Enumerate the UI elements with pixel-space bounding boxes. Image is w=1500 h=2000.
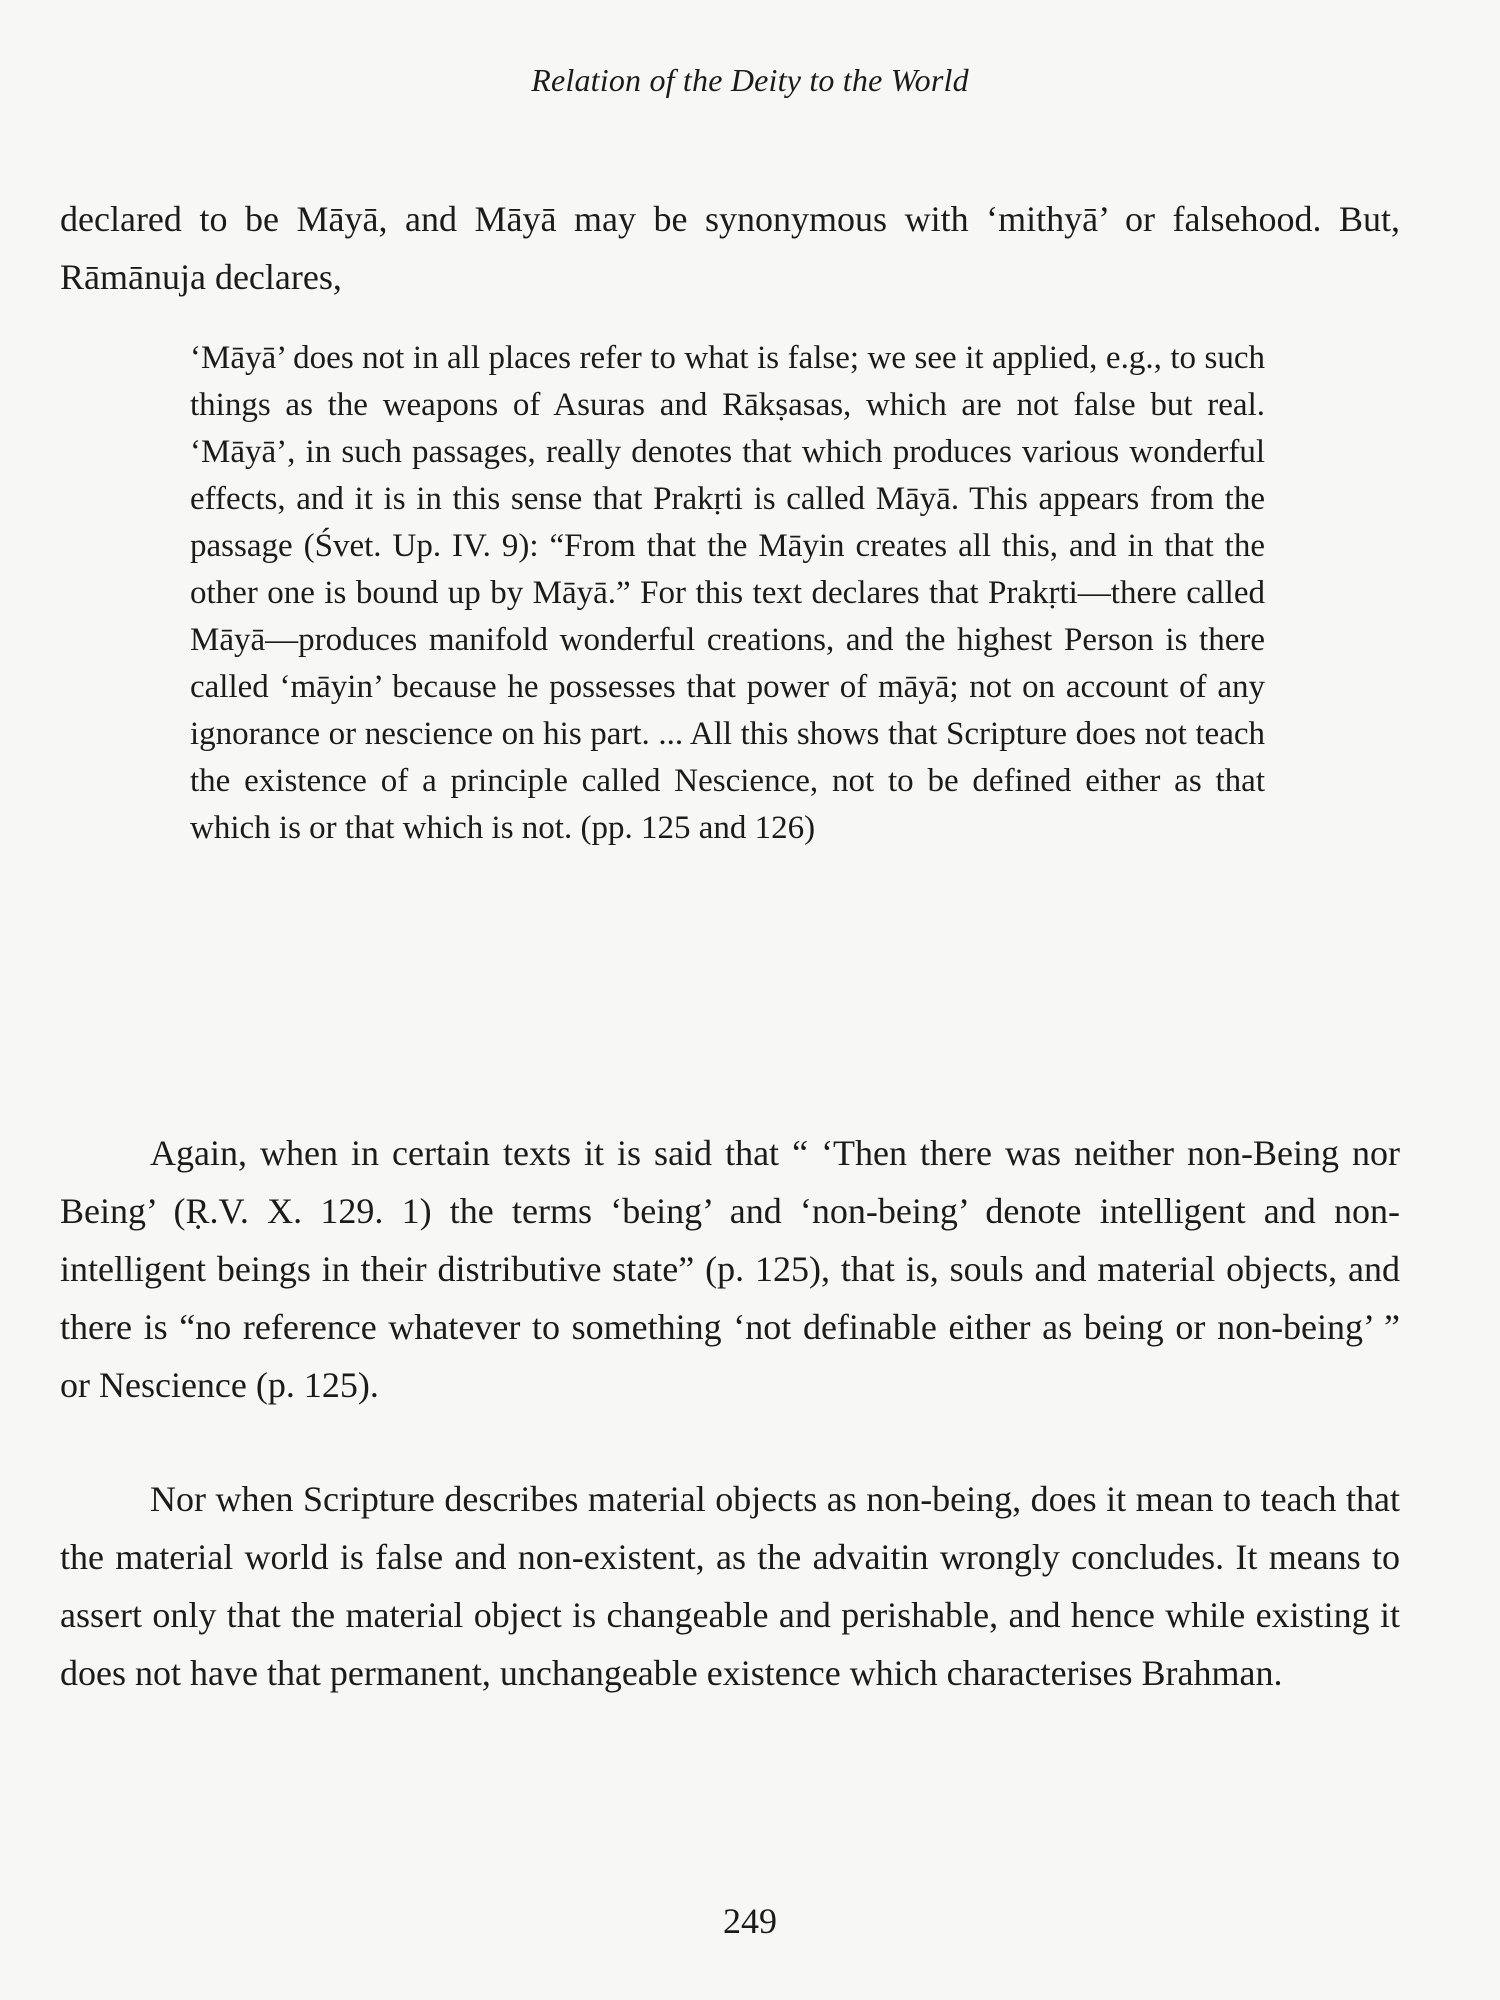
running-head: Relation of the Deity to the World [531,62,969,98]
paragraph-again: Again, when in certain texts it is said that “ ‘Then there was neither non-Being nor Being’ (Ṛ.V. X. 129. 1) the terms ‘being’ and ‘non-being’ denote intelligent and non-intelligent beings in their distributive state” (p. 125), that is, souls and material objects, and there is “no reference whatever to something ‘not definable either as being or non-being’ ” or Nescience (p. 125). [60,1133,1400,1405]
paragraph-nor: Nor when Scripture describes material objects as non-being, does it mean to teach that the material world is false and non-existent, as the advaitin wrongly concludes. It means to assert only that the material object is changeable and perishable, and hence while existing it does not have that permanent, unchangeable existence which characterises Brahman. [60,1479,1400,1693]
page-number: 249 [723,1901,777,1941]
paragraph-intro: declared to be Māyā, and Māyā may be synonymous with ‘mithyā’ or falsehood. But, Rāmānuja declares, [60,199,1400,297]
block-quote: ‘Māyā’ does not in all places refer to what is false; we see it applied, e.g., to such things as the weapons of Asuras and Rākṣasas, which are not false but real. ‘Māyā’, in such passages, really denotes that which produces various wonderful effects, and it is in this sense that Prakṛti is called Māyā. This appears from the passage (Śvet. Up. IV. 9): “From that the Māyin creates all this, and in that the other one is bound up by Māyā.” For this text declares that Prakṛti—there called Māyā—produces manifold wonderful creations, and the highest Person is there called ‘māyin’ because he possesses that power of māyā; not on account of any ignorance or nescience on his part. ... All this shows that Scripture does not teach the existence of a principle called Nescience, not to be defined either as that which is or that which is not. (pp. 125 and 126) [190,340,1265,846]
